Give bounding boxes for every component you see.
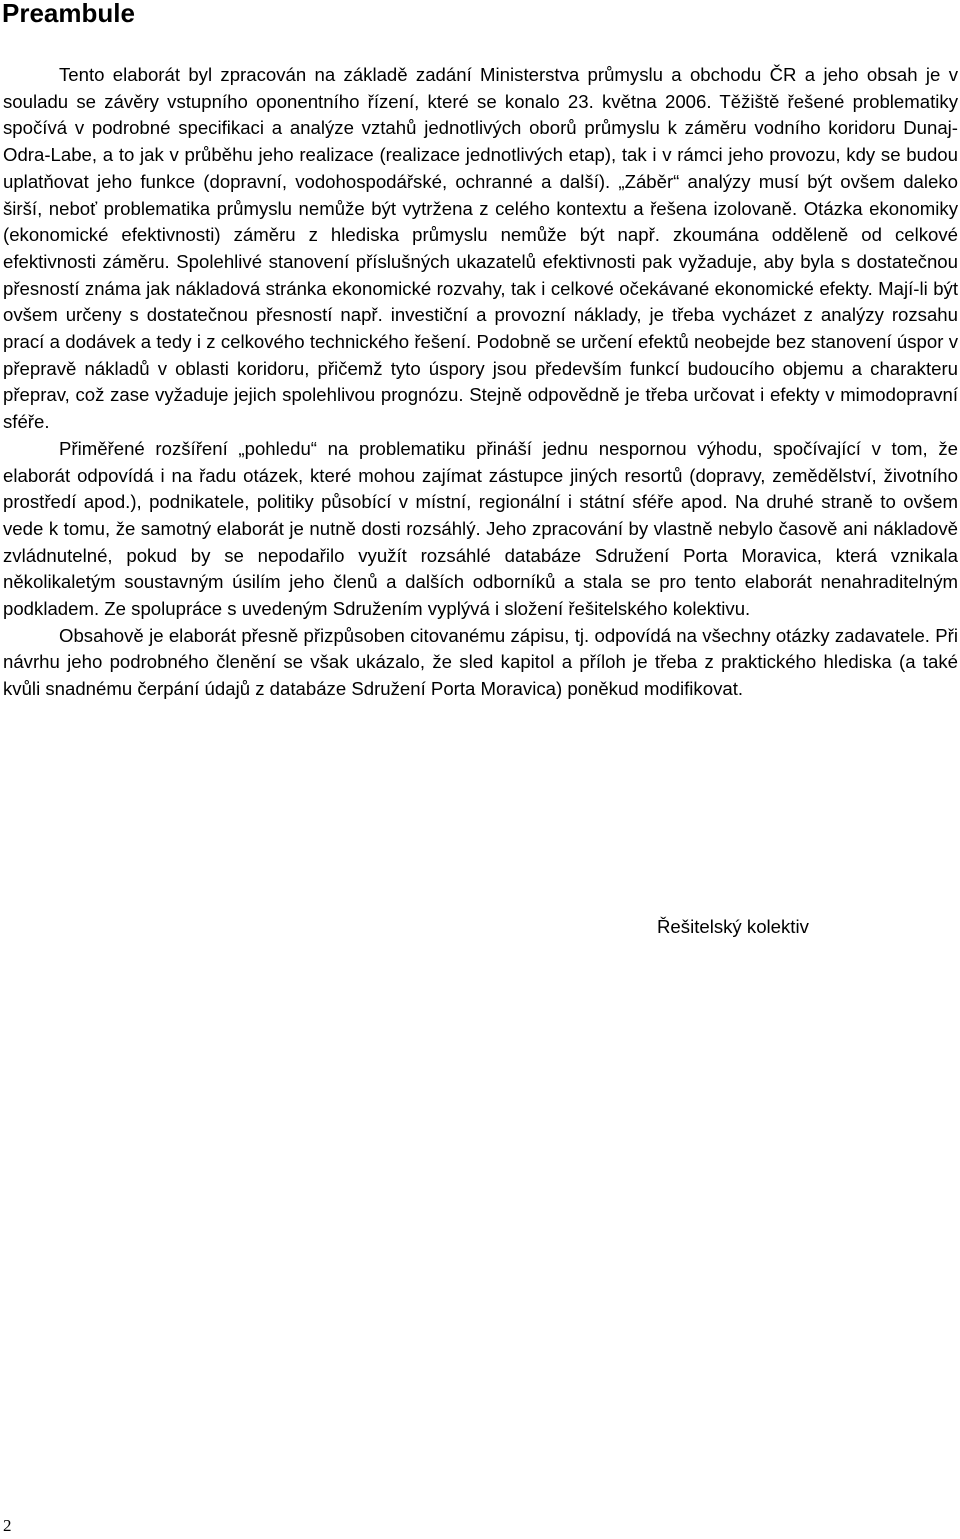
- document-body: [3, 62, 958, 703]
- paragraph: Tento elaborát byl zpracován na základě zadání Ministerstva průmyslu a obchodu ČR a jeho obsah je v souladu se závěry vstupního oponentního řízení, které se konalo 23. května 2006. Těžiště řešené problematiky spočívá v podrobné specifikaci a analýze vztahů jednotlivých oborů průmyslu k záměru vodního koridoru Dunaj-Odra-Labe, a to jak v průběhu jeho realizace (realizace jednotlivých etap), tak i v rámci jeho provozu, kdy se budou uplatňovat jeho funkce (dopravní, vodohospodářské, ochranné a další). „Záběr“ analýzy musí být ovšem daleko širší, neboť problematika průmyslu nemůže být vytržena z celého kontextu a řešena izolovaně. Otázka ekonomiky (ekonomické efektivnosti) záměru z hlediska průmyslu nemůže být např. zkoumána odděleně od celkové efektivnosti záměru. Spolehlivé stanovení příslušných ukazatelů efektivnosti pak vyžaduje, aby byla s dostatečnou přesností známa jak nákladová stránka ekonomické rozvahy, tak i celkové očekávané ekonomické efekty. Mají-li být ovšem určeny s dostatečnou přesností např. investiční a provozní náklady, je třeba vycházet z analýzy rozsahu prací a dodávek a tedy i z celkového technického řešení. Podobně se určení efektů neobejde bez stanovení úspor v přepravě nákladů v oblasti koridoru, přičemž tyto úspory jsou především funkcí budoucího objemu a charakteru přeprav, což zase vyžaduje jejich spolehlivou prognózu. Stejně odpovědně je třeba určovat i efekty v mimodopravní sféře.: [3, 64, 958, 433]
- paragraph: Obsahově je elaborát přesně přizpůsoben citovanému zápisu, tj. odpovídá na všechny otázky zadavatele. Při návrhu jeho podrobného členění se však ukázalo, že sled kapitol a příloh je třeba z praktického hlediska (a také kvůli snadnému čerpání údajů z databáze Sdružení Porta Moravica) poněkud modifikovat.: [3, 624, 958, 700]
- page-title: Preambule: [2, 0, 135, 28]
- paragraph: Přiměřené rozšíření „pohledu“ na problematiku přináší jednu nespornou výhodu, spočívající v tom, že elaborát odpovídá i na řadu otázek, které mohou zajímat zástupce jiných resortů (dopravy, zemědělství, životního prostředí apod.), podnikatele, politiky působící v místní, regionální i státní sféře apod. Na druhé straně to ovšem vede k tomu, že samotný elaborát je nutně dosti rozsáhlý. Jeho zpracování by vlastně nebylo časově ani nákladově zvládnutelné, pokud by se nepodařilo využít rozsáhlé databáze Sdružení Porta Moravica, která vznikala několikaletým soustavným úsilím jeho členů a dalších odborníků a stala se pro tento elaborát nenahraditelným podkladem. Ze spolupráce s uvedeným Sdružením vyplývá i složení řešitelského kolektivu.: [3, 437, 958, 620]
- page-number: 2: [3, 1516, 12, 1535]
- signature: Řešitelský kolektiv: [657, 916, 809, 937]
